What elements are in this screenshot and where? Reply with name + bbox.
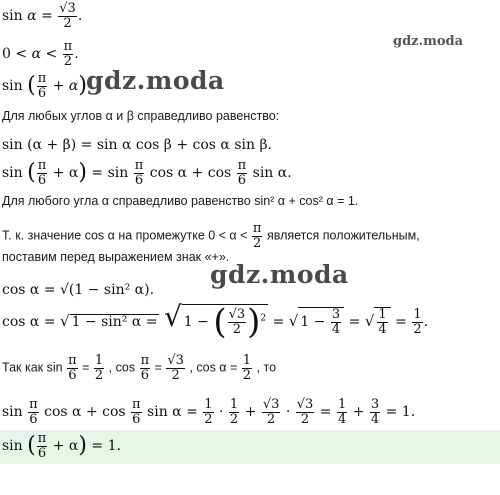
equation-given: sin α = $\frac{√3}{2}$ . <box>2 1 83 31</box>
equation-cos-value: cos α = √ 1 − sin² α = √ 1 − ( $\frac{√3}{2}$ )$^2$ = √ 1 − $\frac{3}{4}$ = √ $\frac{1}{4}$ = $\frac{1}{2}$ . <box>2 300 429 342</box>
text-identity-intro: Для любых углов α и β справедливо равенство: <box>2 109 280 123</box>
text-sign-choice: поставим перед выражением знак «+». <box>2 250 230 264</box>
equation-sum-formula: sin (α + β) = sin α cos β + cos α sin β. <box>2 137 273 153</box>
equation-expansion: sin ( $\frac{\pi}{6}$ + α) = sin $\frac{\pi}{6}$ cos α + cos $\frac{\pi}{6}$ sin α. <box>2 158 292 188</box>
watermark-large: gdz.moda <box>210 260 349 289</box>
equation-answer: sin ( $\frac{\pi}{6}$ + α) = 1. <box>2 431 121 461</box>
text-sign-reason: Т. к. значение cos α на промежутке 0 < α < $\frac{\pi}{2}$ является положительным, <box>2 221 420 251</box>
watermark-small: gdz.moda <box>393 34 464 49</box>
expression-target: sin ( $\frac{\pi}{6}$ + α) <box>2 71 87 101</box>
text-pythagorean-identity: Для любого угла α справедливо равенство sin² α + cos² α = 1. <box>2 194 359 208</box>
equation-substitution: sin $\frac{\pi}{6}$ cos α + cos $\frac{\pi}{6}$ sin α = $\frac{1}{2}$ · $\frac{1}{2}$ + $\frac{√3}{2}$ · $\frac{√3}{2}$ = $\frac{1}{4}$ + $\frac{3}{4}$ = 1. <box>2 397 416 427</box>
equation-cos-formula: cos α = √(1 − sin² α). <box>2 282 155 298</box>
watermark-large: gdz.moda <box>86 66 225 95</box>
text-values: Так как sin $\frac{\pi}{6}$ = $\frac{1}{2}$ , cos $\frac{\pi}{6}$ = $\frac{√3}{2}$ , cos α = $\frac{1}{2}$ , то <box>2 353 277 383</box>
equation-range: 0 < α < $\frac{\pi}{2}$ . <box>2 39 79 69</box>
